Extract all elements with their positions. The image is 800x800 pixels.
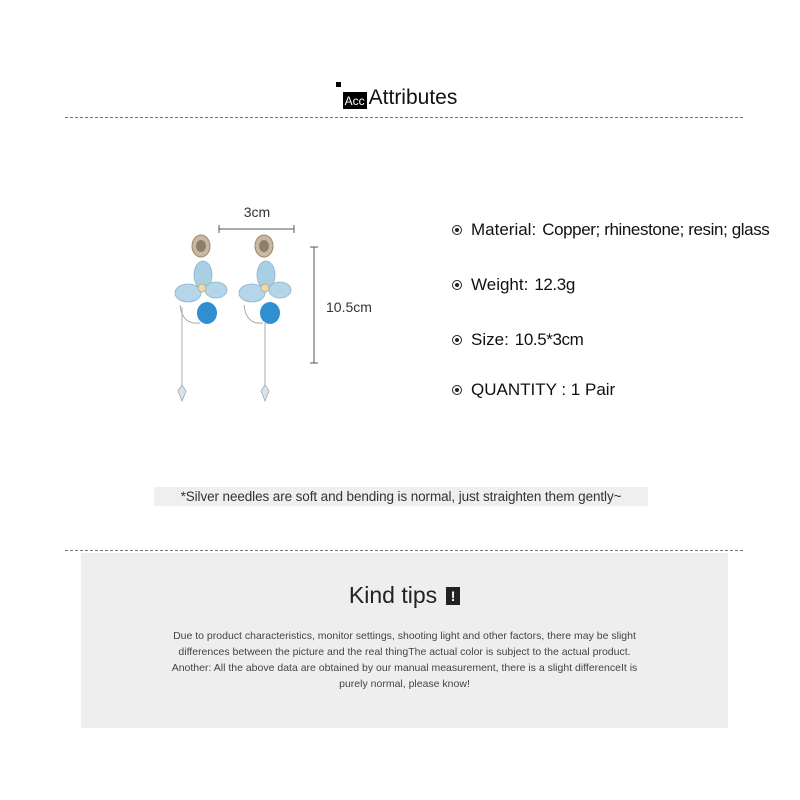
height-label: 10.5cm [326,299,372,315]
blue-drop-right [260,302,280,324]
petal-right-left [205,282,227,298]
earring-right [239,235,291,401]
bullet-icon [452,280,462,290]
header-dot-icon [336,82,341,87]
attr-row-weight [452,275,575,295]
kind-tips-box [81,553,728,728]
tips-text [101,628,708,692]
header-title: Attributes [368,86,458,109]
attr-value: 10.5*3cm [514,330,584,349]
dashed-divider-bottom [65,550,743,551]
attr-label: Size: [471,330,509,349]
petal-side-left [175,284,201,302]
tips-line: purely normal, please know! [339,678,470,690]
attr-label: Weight: [471,275,529,294]
crystal-left [178,385,186,401]
tips-line: Another: All the above data are obtained by our manual measurement, there is a slight differenceIt is [171,662,638,674]
attr-row-material [452,220,769,240]
stud-gem-right [259,240,269,252]
earring-illustration [160,195,400,420]
stud-gem-left [196,240,206,252]
silver-needle-note: *Silver needles are soft and bending is normal, just straighten them gently~ [154,487,648,506]
attributes-header [0,76,800,110]
earring-left [175,235,227,401]
bullet-icon [452,385,462,395]
tips-line: Due to product characteristics, monitor settings, shooting light and other factors, there may be slight [173,630,636,642]
flower-center-right [261,284,269,292]
tips-title: Kind tips [348,582,438,608]
flower-center-left [198,284,206,292]
crystal-right [261,385,269,401]
blue-drop-left [197,302,217,324]
tips-line: differences between the picture and the real thingThe actual color is subject to the actual product. [178,646,631,658]
chain-loop-left [180,305,200,323]
attr-label: Material: [471,220,537,239]
earring-drawing [160,195,400,420]
width-label: 3cm [243,204,271,220]
header-inner [343,86,458,110]
bullet-icon [452,225,462,235]
bullet-icon [452,335,462,345]
dashed-divider-top [65,117,743,118]
attr-row-quantity [452,380,621,400]
petal-right-right [269,282,291,298]
tips-title-row [81,582,728,609]
acc-badge: Acc [344,93,365,108]
attr-label: QUANTITY : 1 Pair [471,380,616,399]
attr-value: 12.3g [534,275,575,294]
exclamation-icon: ! [446,587,460,605]
attr-value: Copper; rhinestone; resin; glass [542,220,770,239]
attr-row-size [452,330,583,350]
